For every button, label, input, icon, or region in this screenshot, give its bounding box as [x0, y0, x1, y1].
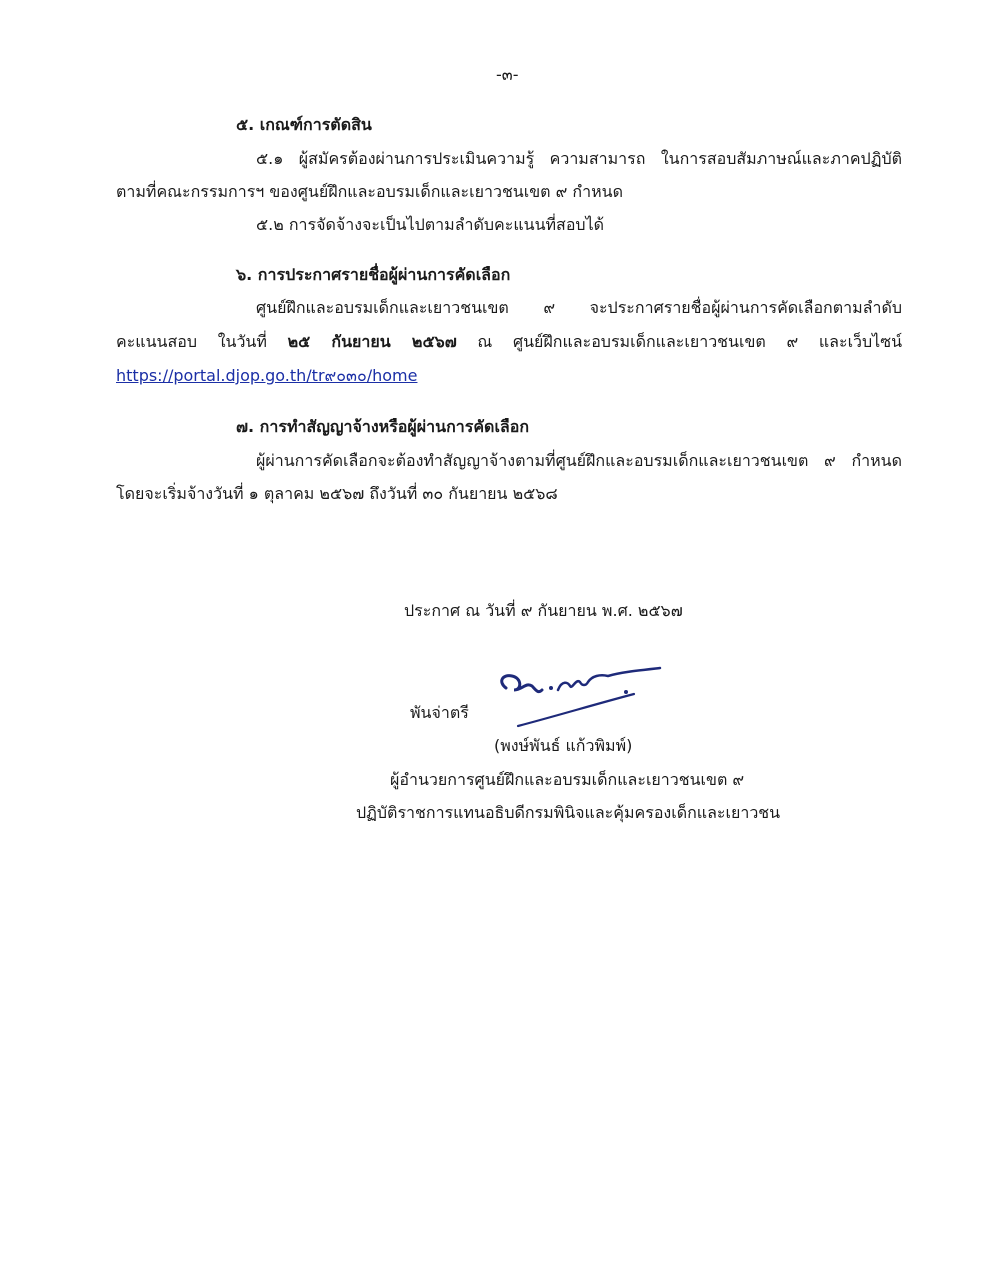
section-5-item-1-line-1: ๕.๑ ผู้สมัครต้องผ่านการประเมินความรู้ ความสามารถ ในการสอบสัมภาษณ์และภาคปฏิบัติ — [256, 149, 902, 168]
announcement-date-line: ประกาศ ณ วันที่ ๙ กันยายน พ.ศ. ๒๕๖๗ — [404, 601, 683, 620]
handwritten-signature — [496, 660, 666, 732]
section-7-line-2: โดยจะเริ่มจ้างวันที่ ๑ ตุลาคม ๒๕๖๗ ถึงวันที่ ๓๐ กันยายน ๒๕๖๘ — [116, 484, 558, 503]
section-5-item-2: ๕.๒ การจัดจ้างจะเป็นไปตามลำดับคะแนนที่สอบได้ — [256, 215, 605, 234]
website-link[interactable]: https://portal.djop.go.th/tr๙๐๓๐/home — [116, 366, 418, 385]
section-6-line-2-pre: คะแนนสอบ ในวันที่ — [116, 332, 288, 351]
section-6-line-2 — [116, 331, 902, 353]
section-5-heading: ๕. เกณฑ์การตัดสิน — [236, 115, 372, 134]
section-6-line-1: ศูนย์ฝึกและอบรมเด็กและเยาวชนเขต ๙ จะประกาศรายชื่อผู้ผ่านการคัดเลือกตามลำดับ — [256, 298, 902, 317]
section-7-heading: ๗. การทำสัญญาจ้างหรือผู้ผ่านการคัดเลือก — [236, 417, 530, 436]
signer-position-2: ปฏิบัติราชการแทนอธิบดีกรมพินิจและคุ้มครองเด็กและเยาวชน — [356, 803, 781, 822]
announcement-date: ๒๕ กันยายน ๒๕๖๗ — [287, 332, 457, 351]
signer-position-1: ผู้อำนวยการศูนย์ฝึกและอบรมเด็กและเยาวชนเขต ๙ — [390, 770, 745, 789]
signer-rank: พันจ่าตรี — [410, 703, 469, 722]
page-number: -๓- — [496, 65, 519, 84]
section-6-heading: ๖. การประกาศรายชื่อผู้ผ่านการคัดเลือก — [236, 265, 511, 284]
section-6-line-2-post: ณ ศูนย์ฝึกและอบรมเด็กและเยาวชนเขต ๙ และเว็บไซน์ — [456, 332, 903, 351]
signer-name: (พงษ์พันธ์ แก้วพิมพ์) — [494, 736, 633, 755]
section-5-item-1-line-2: ตามที่คณะกรรมการฯ ของศูนย์ฝึกและอบรมเด็กและเยาวชนเขต ๙ กำหนด — [116, 182, 623, 201]
section-7-line-1: ผู้ผ่านการคัดเลือกจะต้องทำสัญญาจ้างตามที่ศูนย์ฝึกและอบรมเด็กและเยาวชนเขต ๙ กำหนด — [256, 451, 902, 470]
